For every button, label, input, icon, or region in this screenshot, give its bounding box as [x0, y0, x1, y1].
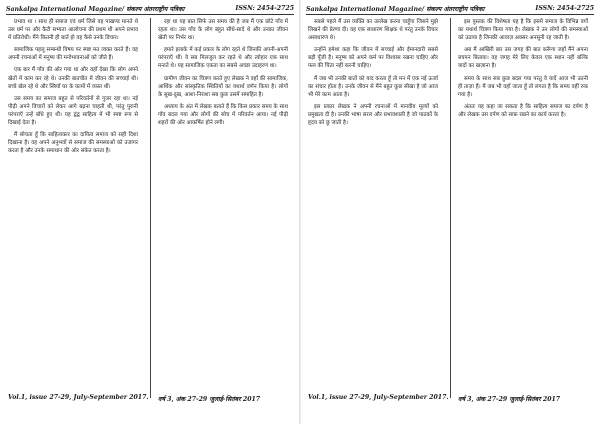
- issn-number: ISSN: 2454-2725: [535, 4, 594, 12]
- paragraph: इस पुस्तक की विशेषता यह है कि इसमें समाज के विभिन्न वर्गों का यथार्थ चित्रण किया गया है। लेखक ने उन लोगों की समस्याओं को उठाया है जिनकी आवाज़ अक्सर अनसुनी रह जाती है।: [458, 19, 588, 42]
- paragraph: अध्याय के अंत में लेखक बताते हैं कि किस प्रकार समय के साथ गाँव बदल गया और लोगों की सोच में परिवर्तन आया। नई पीढ़ी शहरों की ओर आकर्षित होने लगी।: [158, 103, 288, 127]
- issn-number: ISSN: 2454-2725: [235, 4, 294, 12]
- paragraph: मैं सोचता हूँ कि साहित्यकार का दायित्व समाज को सही दिशा दिखाना है। वह अपने अनुभवों से समाज की समस्याओं को उजागर करता है और उनके समाधान की ओर संकेत करता है।: [8, 132, 138, 155]
- paragraph: रहा था यह बात सिर्फ उस समय की है जब मैं एक छोटे गाँव में रहता था। उस गाँव के लोग बहुत सीधे-सादे थे और उनका जीवन खेती पर निर्भर था।: [158, 19, 288, 42]
- page-header: [306, 2, 594, 14]
- volume-info-hindi: वर्ष 3, अंक 27-29 जुलाई-सितंबर 2017: [158, 396, 261, 403]
- paragraph: मैं जब भी उनकी बातों को याद करता हूँ तो मन में एक नई ऊर्जा का संचार होता है। उनके जीवन से मैंने बहुत कुछ सीखा है जो आज भी मेरे काम आता है।: [308, 75, 438, 98]
- paragraph: समय के साथ सब कुछ बदल गया परंतु वे यादें आज भी उतनी ही ताज़ा हैं। मैं जब भी वहाँ जाता हूँ तो लगता है कि समय वहीं रुक गया है।: [458, 75, 588, 98]
- paragraph: उस समय का समाज बहुत से परिवर्तनों से गुजर रहा था। नई पीढ़ी अपने विचारों को लेकर आगे बढ़ना चाहती थी, परंतु पुरानी परंपराएँ उन्हें बाँधे हुए थीं। यह द्वंद्व साहित्य में भी स्पष्ट रूप से दिखाई देता है।: [8, 95, 138, 127]
- paragraph: हमारे इलाके में कई प्रकार के लोग रहते थे जिनकी अपनी-अपनी परंपराएँ थीं। वे सब मिलजुल कर रहते थे और त्योहार एक साथ मनाते थे। यह सामाजिक एकता का सबसे अच्छा उदाहरण था।: [158, 47, 288, 70]
- text-column-1: [308, 18, 438, 383]
- column-divider: [150, 18, 151, 398]
- right-page: [300, 0, 600, 424]
- page-footer: [8, 394, 292, 408]
- paragraph: अब मैं आखिरी बार उस जगह की बात करूँगा जहाँ मैंने अपना बचपन बिताया। वह जगह मेरे लिए केवल एक स्थान नहीं बल्कि यादों का खज़ाना है।: [458, 47, 588, 70]
- journal-title: Sankalpa International Magazine/ संकल्प अंतरराष्ट्रीय पत्रिका: [306, 5, 485, 13]
- paragraph: उन्होंने हमेशा कहा कि जीवन में सच्चाई और ईमानदारी सबसे बड़ी पूँजी है। मनुष्य को अपने कर्म पर विश्वास रखना चाहिए और फल की चिंता नहीं करनी चाहिए।: [308, 47, 438, 70]
- volume-info: Vol.1, issue 27-29, July-September 2017.: [308, 394, 449, 401]
- paragraph: सबसे पहले मैं उस व्यक्ति का उल्लेख करना चाहूँगा जिसने मुझे लिखने की प्रेरणा दी। वह एक साधारण शिक्षक थे परंतु उनके विचार असाधारण थे।: [308, 19, 438, 42]
- volume-info: Vol.1, issue 27-29, July-September 2017.: [8, 394, 149, 401]
- text-column-2: [158, 18, 288, 383]
- paragraph: ग्रामीण जीवन का चित्रण करते हुए लेखक ने वहाँ की सामाजिक, आर्थिक और सांस्कृतिक स्थितियों का यथार्थ वर्णन किया है। लोगों के सुख-दुख, आशा-निराशा सब कुछ उसमें समाहित है।: [158, 75, 288, 98]
- paragraph: अंततः यह कहा जा सकता है कि साहित्य समाज का दर्पण है और लेखक उस दर्पण को साफ़ रखने का कार्य करता है।: [458, 103, 588, 118]
- paragraph: इस प्रकार लेखक ने अपनी रचनाओं में मानवीय मूल्यों को प्रमुखता दी है। उनकी भाषा सरल और प्रभावशाली है जो पाठकों के हृदय को छू जाती है।: [308, 103, 438, 127]
- text-column-2: [458, 18, 588, 383]
- volume-info-hindi: वर्ष 3, अंक 27-29 जुलाई-सितंबर 2017: [458, 396, 561, 403]
- text-column-1: [8, 18, 138, 383]
- paragraph: सामाजिक पहलू सम्बन्धी विषय पर स्पष्ट मत व्यक्त करते हैं। वह अपनी रचनाओं में मनुष्य की मनोभावनाओं को जीते हैं।: [8, 47, 138, 62]
- paragraph: एक बार मैं गाँव की ओर गया था और वहाँ देखा कि लोग अपने खेतों में काम कर रहे थे। उनकी बातचीत में जीवन की सच्चाई थी। बच्चे खेल रहे थे और स्त्रियाँ घर के कामों में व्यस्त थीं।: [8, 67, 138, 90]
- page-header: [6, 2, 294, 14]
- journal-title: Sankalpa International Magazine/ संकल्प अंतरराष्ट्रीय पत्रिका: [6, 5, 185, 13]
- paragraph: प्रभाव था । साथ ही समाज एवं धर्म जिसे वह पाखण्ड मानते थे उस धर्म पर और कैटी सभ्यता आलोचना की प्रथम थी अपने प्रभाव में प्रतिरोधी। मैंने कितनी ही बातें हो वह कैसे उनके विचार।: [8, 19, 138, 42]
- header-rule: [6, 14, 294, 15]
- header-rule: [306, 14, 594, 15]
- column-divider: [450, 18, 451, 398]
- page-footer: [308, 394, 592, 408]
